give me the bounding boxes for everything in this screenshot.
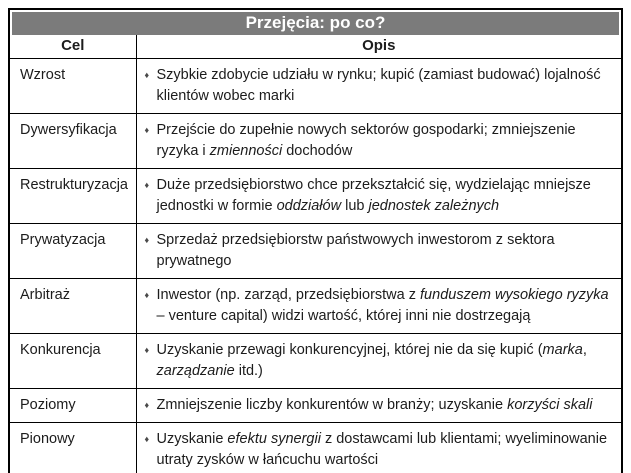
cel-cell: Konkurencja	[10, 334, 136, 389]
cel-cell: Wzrost	[10, 59, 136, 114]
opis-text: Przejście do zupełnie nowych sektorów gospodarki; zmniejszenie ryzyka i zmienności dochodów	[156, 122, 576, 159]
opis-text: Uzyskanie efektu synergii z dostawcami lub klientami; wyeliminowanie utraty zysków w łańcuchu wartości	[156, 431, 608, 468]
opis-text: Uzyskanie przewagi konkurencyjnej, której nie da się kupić (marka, zarządzanie itd.)	[156, 342, 587, 379]
table-row	[10, 114, 621, 169]
cel-cell: Pionowy	[10, 423, 136, 473]
cel-cell: Arbitraż	[10, 279, 136, 334]
column-header-cel: Cel	[10, 35, 136, 59]
acquisitions-table	[10, 35, 621, 473]
table-row	[10, 59, 621, 114]
opis-cell	[136, 334, 621, 389]
table-row	[10, 279, 621, 334]
opis-text: Inwestor (np. zarząd, przedsiębiorstwa z funduszem wysokiego ryzyka – venture capital) widzi wartość, której inni nie dostrzegają	[156, 287, 609, 324]
table-row	[10, 389, 621, 423]
header-row	[10, 35, 621, 59]
opis-cell	[136, 389, 621, 423]
diamond-bullet-icon: ♦	[144, 235, 150, 245]
diamond-bullet-icon: ♦	[144, 434, 150, 444]
opis-cell	[136, 169, 621, 224]
diamond-bullet-icon: ♦	[144, 125, 150, 135]
opis-text: Zmniejszenie liczby konkurentów w branży; uzyskanie korzyści skali	[156, 397, 593, 413]
diamond-bullet-icon: ♦	[144, 180, 150, 190]
table-row	[10, 169, 621, 224]
opis-cell	[136, 423, 621, 473]
column-header-opis: Opis	[136, 35, 621, 59]
table-row	[10, 423, 621, 473]
table-row	[10, 334, 621, 389]
cel-cell: Poziomy	[10, 389, 136, 423]
opis-cell	[136, 114, 621, 169]
opis-cell	[136, 224, 621, 279]
opis-text: Szybkie zdobycie udziału w rynku; kupić (zamiast budować) lojalność klientów wobec marki	[156, 67, 601, 104]
cel-cell: Restrukturyzacja	[10, 169, 136, 224]
opis-cell	[136, 279, 621, 334]
opis-text: Duże przedsiębiorstwo chce przekształcić się, wydzielając mniejsze jednostki w formie oddziałów lub jednostek zależnych	[156, 177, 591, 214]
cel-cell: Dywersyfikacja	[10, 114, 136, 169]
diamond-bullet-icon: ♦	[144, 290, 150, 300]
opis-cell	[136, 59, 621, 114]
diamond-bullet-icon: ♦	[144, 70, 150, 80]
opis-text: Sprzedaż przedsiębiorstw państwowych inwestorom z sektora prywatnego	[156, 232, 555, 269]
cel-cell: Prywatyzacja	[10, 224, 136, 279]
diamond-bullet-icon: ♦	[144, 345, 150, 355]
table-title: Przejęcia: po co?	[12, 12, 619, 35]
title-bar-wrap	[10, 10, 621, 35]
table-row	[10, 224, 621, 279]
diamond-bullet-icon: ♦	[144, 400, 150, 410]
table-frame	[8, 8, 623, 473]
